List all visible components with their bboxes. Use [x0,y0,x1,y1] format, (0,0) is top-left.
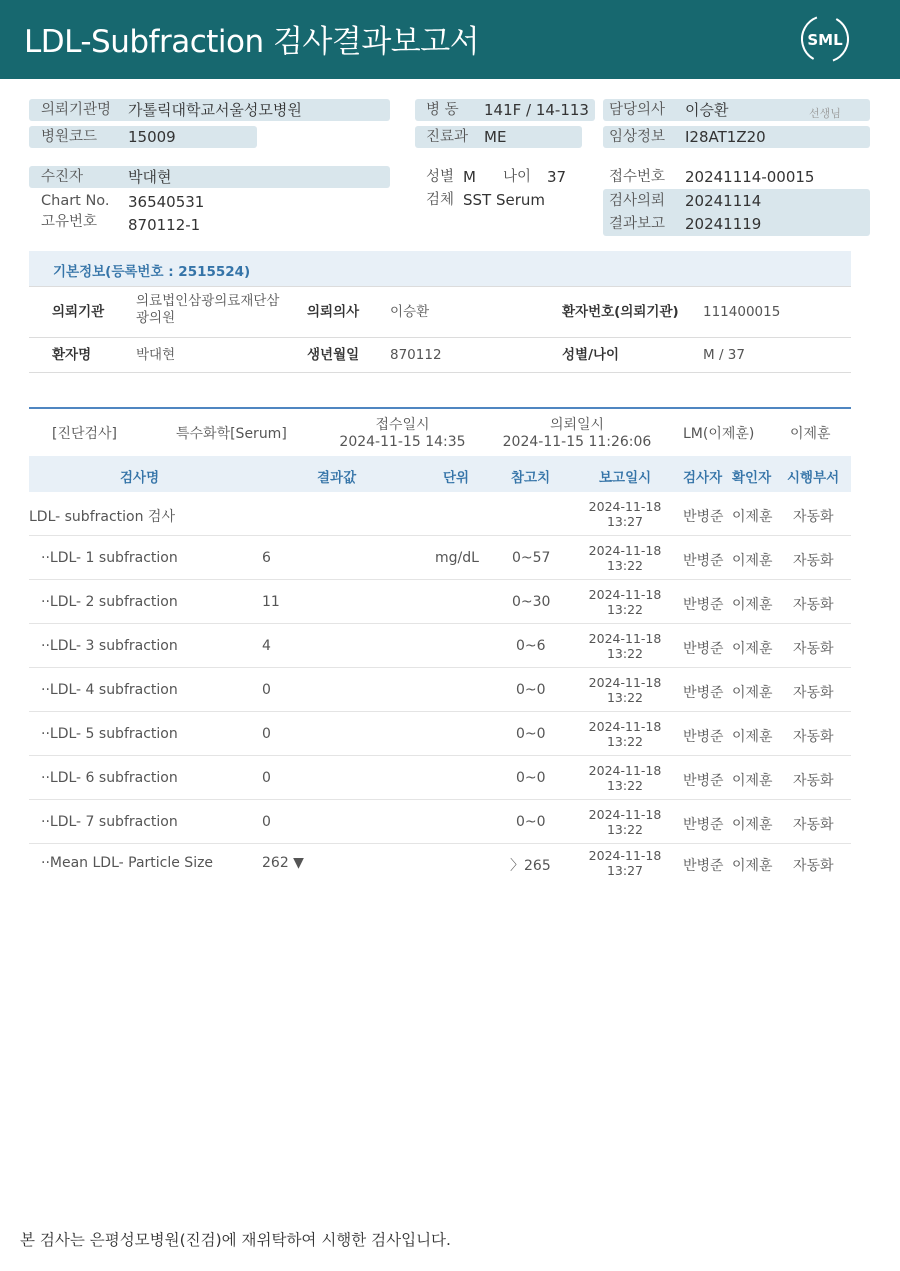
dept-value: ME [484,128,507,146]
specimen-label: 검체 [426,192,455,208]
col-unit: 단위 [443,470,470,486]
sml-logo [798,12,852,66]
exam-subcategory: 특수화학[Serum] [176,426,287,442]
report-title: LDL-Subfraction 검사결과보고서 [24,24,480,60]
chart-value: 36540531 [128,193,205,211]
footer-note: 본 검사는 은평성모병원(진검)에 재위탁하여 시행한 검사입니다. [20,1231,451,1249]
sex-value: M [463,168,476,186]
col-report-date: 보고일시 [599,470,652,486]
col-result: 결과값 [317,470,357,486]
table-header [29,456,851,492]
divider [29,286,851,287]
col-checker: 확인자 [732,470,772,486]
col-name: 검사명 [120,470,160,486]
institution-value: 가톨릭대학교서울성모병원 [128,101,302,119]
dob-value: 870112 [390,347,442,363]
exam-lm: LM(이제훈) [683,426,755,442]
chart-label: Chart No. [41,193,110,209]
table-row: ··LDL- 7 subfraction 0 0~0 2024-11-18 13:22 반병준 이제훈 자동화 [29,800,851,844]
svg-text:SML: SML [807,31,843,49]
request-value: 20241114 [685,192,762,210]
col-tester: 검사자 [683,470,723,486]
exam-request-value: 2024-11-15 11:26:06 [502,434,652,450]
request-label: 검사의뢰 [609,193,666,209]
table-row: ··LDL- 5 subfraction 0 0~0 2024-11-18 13:22 반병준 이제훈 자동화 [29,712,851,756]
receipt-label: 접수번호 [609,169,666,185]
exam-request-label: 의뢰일시 [549,417,605,433]
dept-label: 진료과 [426,129,469,145]
table-row: ··LDL- 6 subfraction 0 0~0 2024-11-18 13:22 반병준 이제훈 자동화 [29,756,851,800]
institution-label: 의뢰기관명 [41,102,112,118]
clinical-value: I28AT1Z20 [685,128,766,146]
exam-receipt-label: 접수일시 [375,417,430,433]
divider [29,372,851,373]
doctor-value: 이승환 [685,101,729,119]
name-value: 박대현 [136,347,176,363]
col-ref: 참고치 [511,470,551,486]
report-header [0,0,900,79]
name-label: 환자명 [52,347,92,363]
specimen-value: SST Serum [463,191,546,209]
table-row: ··LDL- 4 subfraction 0 0~0 2024-11-18 13:22 반병준 이제훈 자동화 [29,668,851,712]
inst-label: 의뢰기관 [52,304,105,320]
report-label: 결과보고 [609,216,666,232]
patient-label: 수진자 [41,169,84,185]
table-row: ··LDL- 3 subfraction 4 0~6 2024-11-18 13:22 반병준 이제훈 자동화 [29,624,851,668]
unique-value: 870112-1 [128,216,201,234]
doctor-label: 담당의사 [609,102,666,118]
patient-value: 박대현 [128,168,172,186]
pno-value: 111400015 [703,304,781,320]
ward-value: 141F / 14-113 [484,101,589,119]
unique-label: 고유번호 [41,214,98,230]
table-row: ··Mean LDL- Particle Size 262 ▼ 〉265 2024-11-18 13:27 반병준 이제훈 자동화 [41,848,834,878]
exam-receipt-value: 2024-11-15 14:35 [339,434,466,450]
dob-label: 생년월일 [307,347,360,363]
table-row: ··LDL- 1 subfraction 6 mg/dL 0~57 2024-11-18 13:22 반병준 이제훈 자동화 [29,536,851,580]
clinical-label: 임상정보 [609,129,666,145]
report-value: 20241119 [685,215,762,233]
sex-label: 성별 [426,169,455,185]
col-dept: 시행부서 [787,470,840,486]
code-label: 병원코드 [41,129,98,145]
doc-value: 이승환 [390,304,430,320]
receipt-value: 20241114-00015 [685,168,815,186]
sexage-label: 성별/나이 [562,347,620,363]
age-label: 나이 [503,169,532,185]
ward-label: 병 동 [426,102,459,118]
doctor-suffix: 선생님 [809,107,841,120]
basic-info-heading: 기본정보(등록번호 : 2515524) [29,251,851,286]
sexage-value: M / 37 [703,347,745,363]
divider [29,337,851,338]
exam-lm-name: 이제훈 [790,426,831,442]
doc-label: 의뢰의사 [307,304,360,320]
patient-bar [29,166,390,188]
pno-label: 환자번호(의뢰기관) [562,304,679,320]
table-row: ··LDL- 2 subfraction 11 0~30 2024-11-18 13:22 반병준 이제훈 자동화 [29,580,851,624]
code-value: 15009 [128,128,176,146]
exam-category: [진단검사] [52,426,118,442]
age-value: 37 [547,168,567,186]
table-row: LDL- subfraction 검사 2024-11-18 13:27 반병준 이제훈 자동화 [29,492,851,536]
section-divider [29,407,851,409]
inst-value: 의료법인삼광의료재단삼 광의원 [136,293,280,326]
